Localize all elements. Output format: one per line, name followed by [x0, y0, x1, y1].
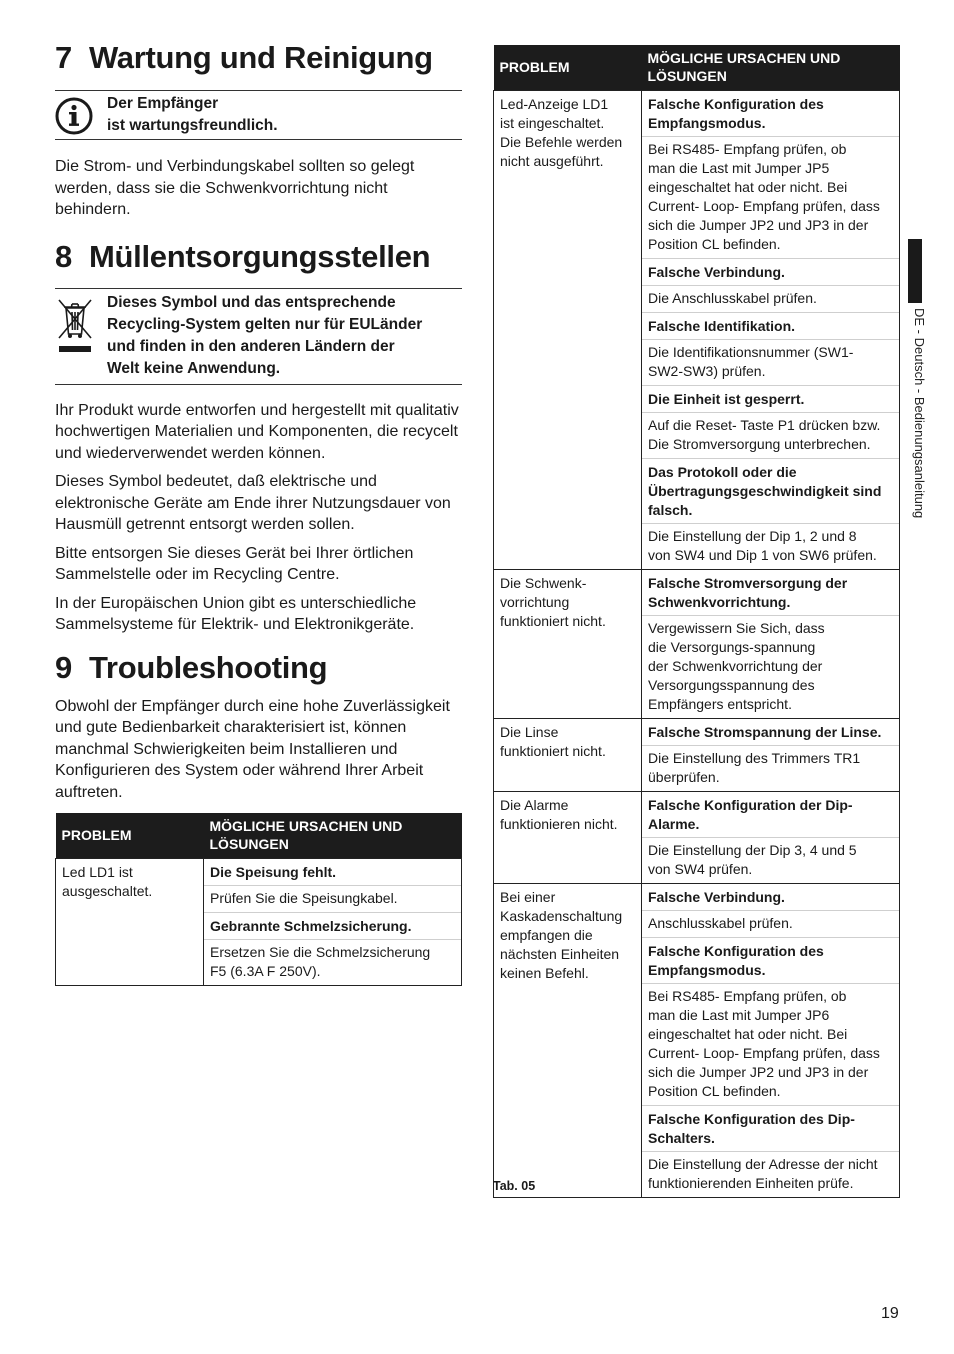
- cause-title: Falsche Konfiguration des Empfangsmodus.: [642, 937, 899, 983]
- problem-cell: Die Alarme funktionieren nicht.: [494, 791, 642, 883]
- cause-desc: Vergewissern Sie Sich, dass die Versorgungs-spannung der Schwenkvorrichtung der Versorgungsspannung des Empfängers entspricht.: [642, 615, 899, 718]
- troubleshooting-table-part-2: [493, 45, 900, 1198]
- table-row: [494, 718, 900, 791]
- section-8-paragraph-4: In der Europäischen Union gibt es unterschiedliche Sammelsysteme für Elektrik- und Elektronikgeräte.: [55, 594, 417, 633]
- cause-desc: Die Identifikationsnummer (SW1- SW2-SW3) prüfen.: [642, 339, 899, 385]
- table-caption: Tab. 05: [493, 1179, 536, 1193]
- section-8-paragraph-2: Dieses Symbol bedeutet, daß elektrische und elektronische Geräte am Ende ihrer Nutzungsdauer von Hausmüll getrennt entsorgt werden sollen.: [55, 473, 451, 533]
- cause-desc: Die Einstellung der Adresse der nicht funktionierenden Einheiten prüfe.: [642, 1151, 899, 1197]
- cause-title: Die Einheit ist gesperrt.: [642, 385, 899, 412]
- table-row: [494, 791, 900, 883]
- cause-desc: Auf die Reset- Taste P1 drücken bzw. Die Stromversorgung unterbrechen.: [642, 412, 899, 458]
- cause-title: Falsche Identifikation.: [642, 312, 899, 339]
- section-9-paragraph: Obwohl der Empfänger durch eine hohe Zuverlässigkeit und gute Bedienbarkeit charakterisiert ist, können manchmal Schwierigkeiten beim Installieren und Konfigurieren des System oder während Ihrer Arbeit auftreten.: [55, 697, 450, 801]
- cause-title: Falsche Stromspannung der Linse.: [648, 723, 882, 740]
- cause-title: Falsche Verbindung.: [648, 888, 785, 905]
- maintenance-notice-text: Der Empfänger ist wartungsfreundlich.: [107, 95, 278, 134]
- maintenance-notice: [55, 90, 462, 140]
- solution-cell: [204, 858, 462, 985]
- page-number: 19: [881, 1305, 899, 1322]
- section-7-heading: 7 Wartung und Reinigung: [55, 40, 433, 75]
- cause-title: Falsche Konfiguration der Dip-Alarme.: [648, 796, 853, 832]
- recycling-notice: [55, 288, 462, 385]
- solution-cell: [642, 569, 900, 718]
- cause-desc: Die Einstellung der Dip 1, 2 und 8 von SW4 und Dip 1 von SW6 prüfen.: [642, 523, 899, 569]
- solution-cell: [642, 791, 900, 883]
- section-8-paragraph-3: Bitte entsorgen Sie dieses Gerät bei Ihrer örtlichen Sammelstelle oder im Recycling Centre.: [55, 544, 414, 583]
- problem-cell: Bei einer Kaskadenschaltung empfangen die nächsten Einheiten keinen Befehl.: [494, 883, 642, 1197]
- crossed-bin-icon: [55, 296, 95, 354]
- section-7-paragraph: Die Strom- und Verbindungskabel sollten so gelegt werden, dass sie die Schwenkvorrichtung nicht behindern.: [55, 158, 415, 218]
- solution-cell: [642, 90, 900, 569]
- cause-title: Gebrannte Schmelzsicherung.: [204, 912, 461, 939]
- header-solutions: MÖGLICHE URSACHEN UND LÖSUNGEN: [204, 813, 462, 858]
- cause-desc: Bei RS485- Empfang prüfen, ob man die Last mit Jumper JP5 eingeschaltet hat oder nicht. Bei Current- Loop- Empfang prüfen, dass sich die Jumper JP2 und JP3 in der Position CL befinden.: [642, 136, 899, 258]
- left-column: [55, 40, 462, 986]
- problem-cell: Die Linse funktioniert nicht.: [494, 718, 642, 791]
- recycling-notice-text: Dieses Symbol und das entsprechende Recycling-System gelten nur für EULänder und finden in den anderen Ländern der Welt keine Anwendung.: [107, 293, 423, 377]
- problem-cell: Led LD1 ist ausgeschaltet.: [56, 858, 204, 985]
- cause-title: Falsche Verbindung.: [642, 258, 899, 285]
- table-row: [494, 883, 900, 1197]
- section-9-heading: 9 Troubleshooting: [55, 649, 328, 685]
- problem-cell: Led-Anzeige LD1 ist eingeschaltet. Die Befehle werden nicht ausgeführt.: [494, 90, 642, 569]
- table-row: [494, 90, 900, 569]
- sidebar-tab-marker: [908, 239, 922, 303]
- solution-cell: [642, 718, 900, 791]
- cause-title: Das Protokoll oder die Übertragungsgeschwindigkeit sind falsch.: [642, 458, 899, 523]
- cause-desc: Prüfen Sie die Speisungkabel.: [204, 885, 461, 912]
- header-problem: PROBLEM: [56, 813, 204, 858]
- cause-desc: Die Einstellung der Dip 3, 4 und 5 von SW4 prüfen.: [642, 837, 899, 883]
- cause-title: Falsche Konfiguration des Empfangsmodus.: [648, 95, 824, 131]
- section-8-heading: 8 Müllentsorgungsstellen: [55, 238, 431, 274]
- cause-desc: Die Anschlusskabel prüfen.: [642, 285, 899, 312]
- cause-desc: Ersetzen Sie die Schmelzsicherung F5 (6.3A F 250V).: [204, 939, 461, 985]
- troubleshooting-table-part-1: [55, 813, 462, 986]
- cause-desc: Anschlusskabel prüfen.: [642, 910, 899, 937]
- info-icon: [55, 97, 93, 135]
- cause-title: Die Speisung fehlt.: [210, 863, 337, 880]
- cause-title: Falsche Stromversorgung der Schwenkvorrichtung.: [648, 574, 848, 610]
- header-solutions: MÖGLICHE URSACHEN UND LÖSUNGEN: [642, 45, 900, 90]
- problem-cell: Die Schwenk- vorrichtung funktioniert nicht.: [494, 569, 642, 718]
- cause-desc: Bei RS485- Empfang prüfen, ob man die Last mit Jumper JP6 eingeschaltet hat oder nicht. Bei Current- Loop- Empfang prüfen, dass sich die Jumper JP2 und JP3 in der Position CL befinden.: [642, 983, 899, 1105]
- right-column: [493, 45, 900, 1198]
- header-problem: PROBLEM: [494, 45, 642, 90]
- cause-desc: Die Einstellung des Trimmers TR1 überprüfen.: [642, 745, 899, 791]
- sidebar-language-label: DE - Deutsch - Bedienungsanleitung: [912, 308, 927, 519]
- section-8-paragraph-1: Ihr Produkt wurde entworfen und hergestellt mit qualitativ hochwertigen Materialien und Komponenten, die recycelt und wiederverwendet werden können.: [55, 401, 459, 462]
- cause-title: Falsche Konfiguration des Dip-Schalters.: [642, 1105, 899, 1151]
- solution-cell: [642, 883, 900, 1197]
- table-row: [494, 569, 900, 718]
- table-row: [56, 858, 462, 985]
